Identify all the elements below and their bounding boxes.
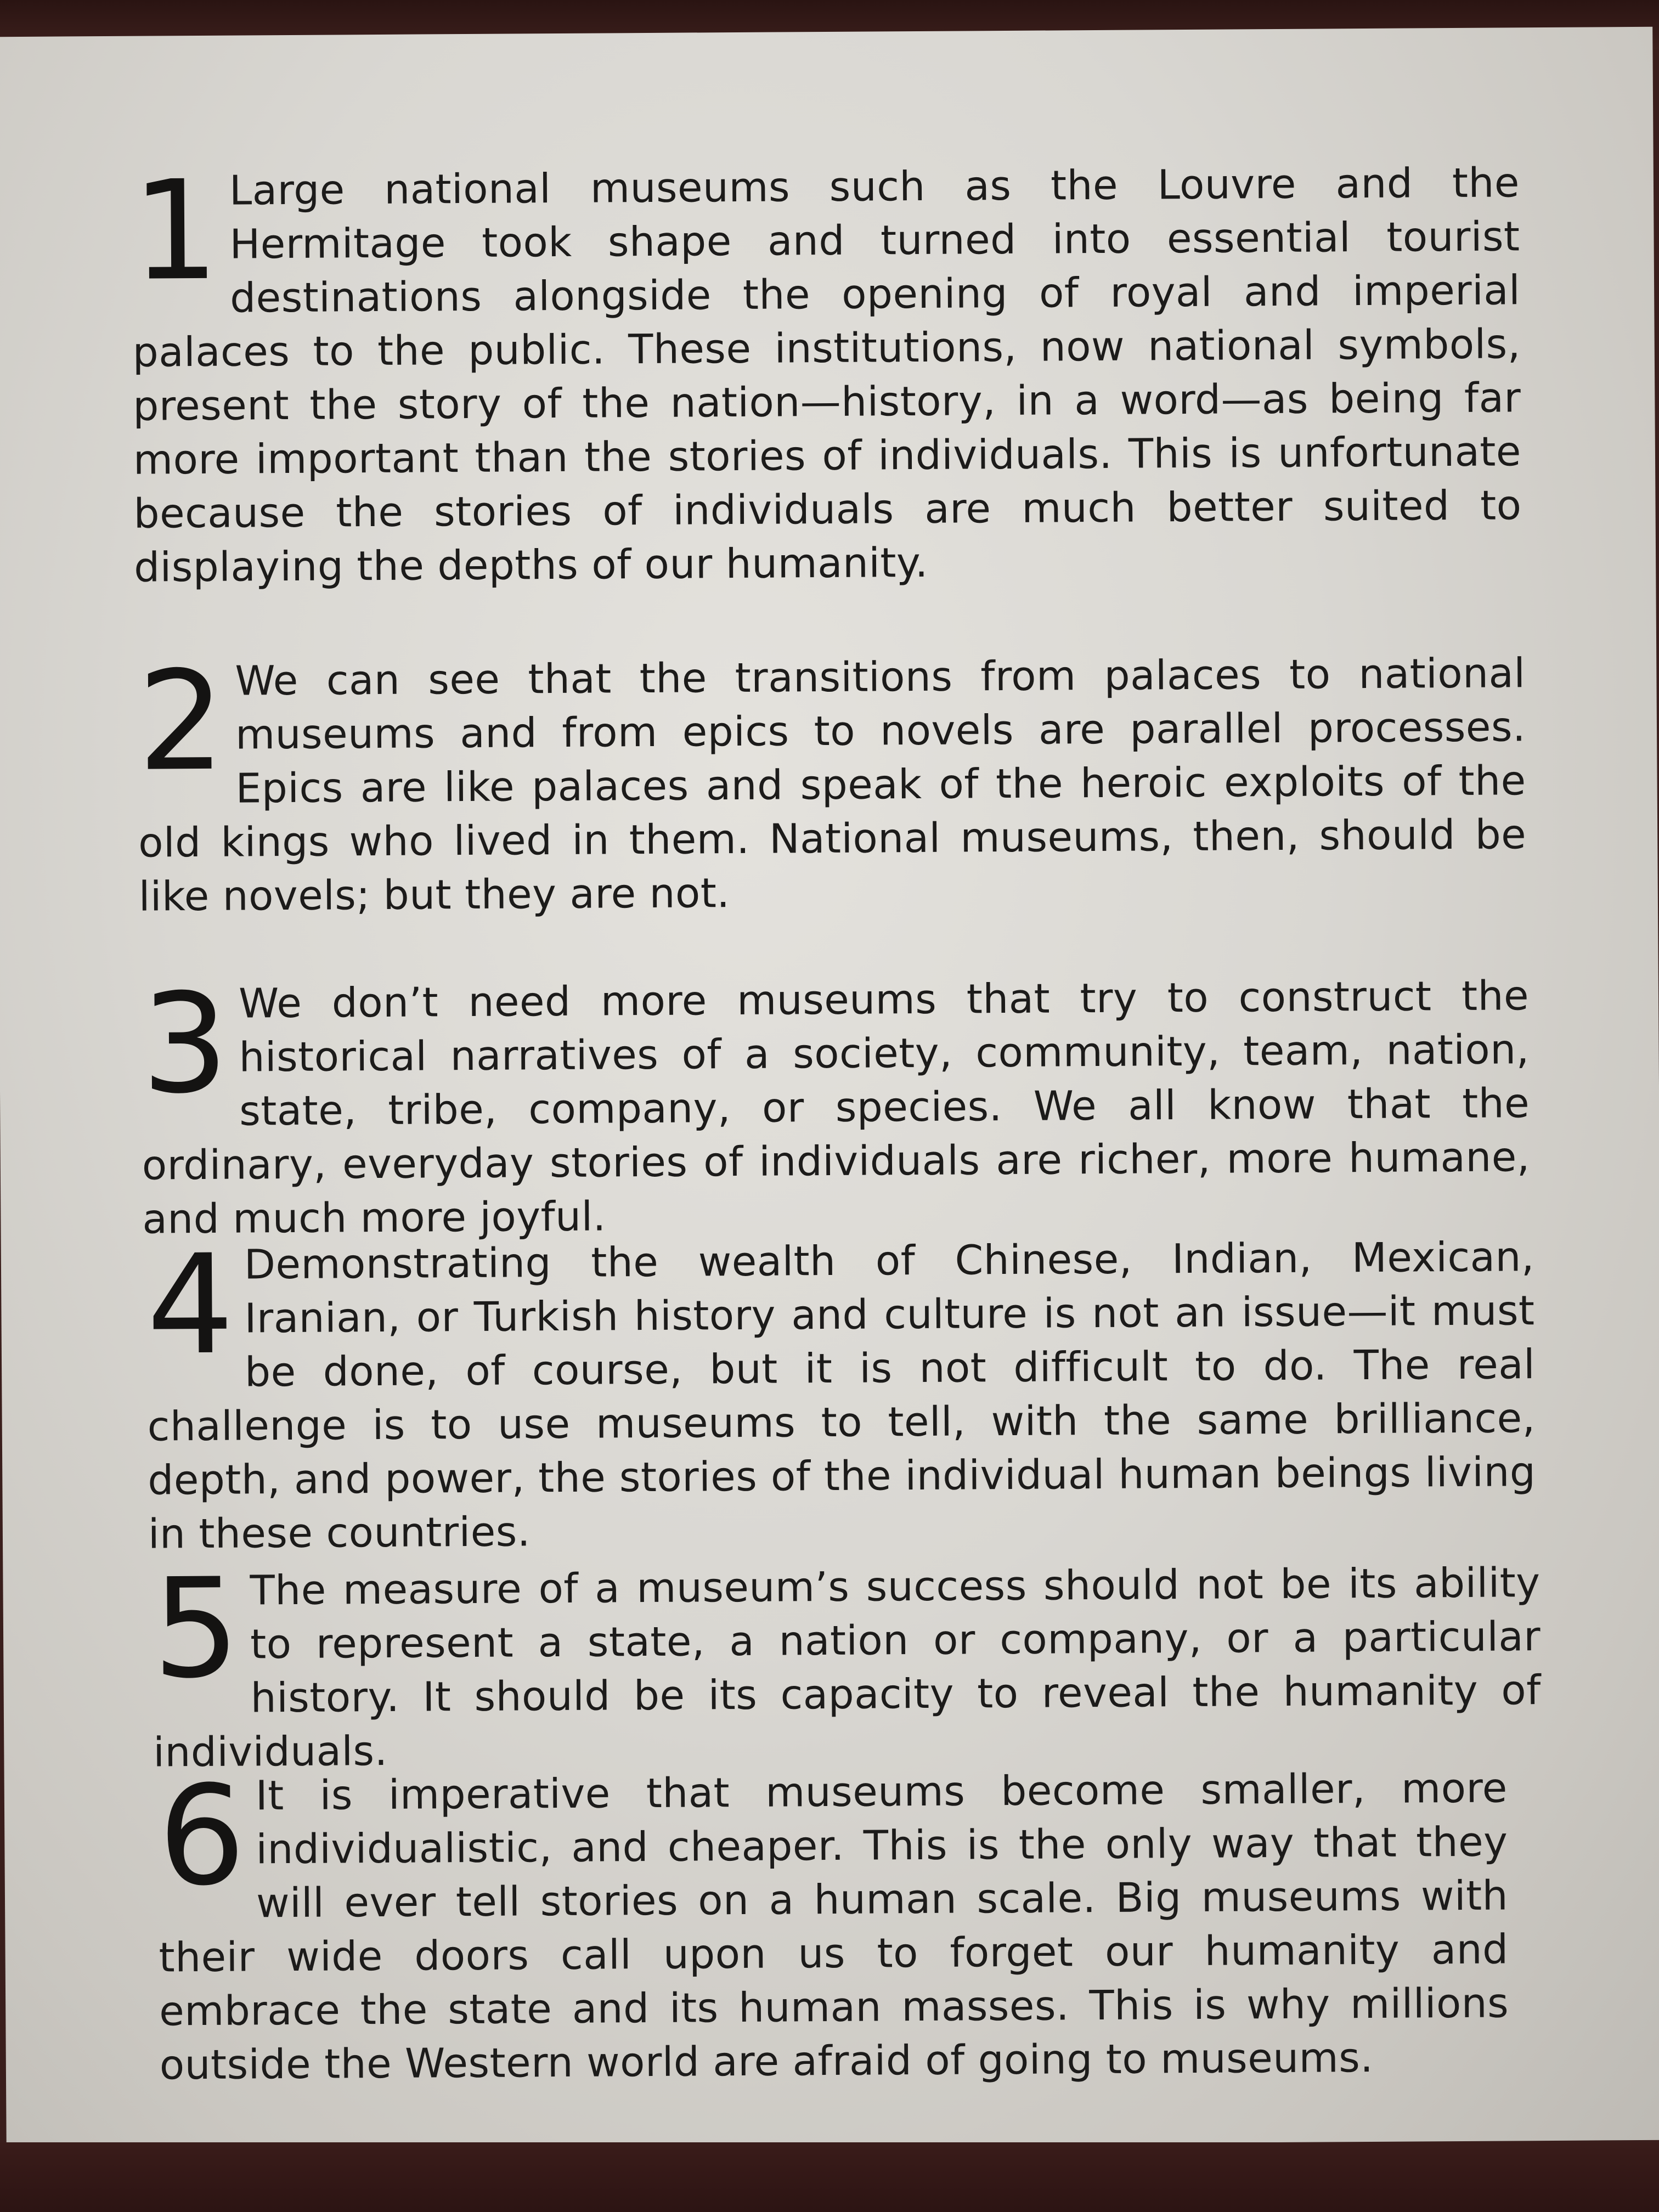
placard-paragraph-4 <box>146 1224 1537 1561</box>
placard-paragraph-3 <box>140 963 1531 1246</box>
paragraph-text-3: We don’t need more museums that try to construct the historical narratives of a society, community, team, nation, state, tribe, company, or species. We all know that the ordinary, everyday stories of individuals are richer, more humane, and much more joyful. <box>142 972 1531 1243</box>
placard-paragraph-2 <box>137 641 1527 923</box>
paragraph-number-5: 5 <box>152 1548 241 1709</box>
paragraph-number-1: 1 <box>131 150 220 311</box>
paragraph-number-4: 4 <box>146 1224 235 1385</box>
placard-paragraph-5 <box>152 1548 1541 1779</box>
wall-frame-bottom <box>0 2142 1659 2212</box>
paragraph-number-2: 2 <box>137 641 226 802</box>
placard-paragraph-1 <box>131 150 1522 594</box>
paragraph-number-3: 3 <box>140 963 229 1124</box>
paragraph-text-6: It is imperative that museums become smaller, more individualistic, and cheaper. This is the only way that they will ever tell stories on a human scale. Big museums with their wide doors call upon us to forget our humanity and embrace the state and its human masses. This is why millions outside the Western world are afraid of going to museums. <box>159 1764 1509 2089</box>
paragraph-number-6: 6 <box>157 1756 246 1916</box>
paragraph-text-1: Large national museums such as the Louvre and the Hermitage took shape and turned into essential tourist destinations alongside the opening of royal and imperial palaces to the public. These institutions, now national symbols, present the story of the nation—history, in a word—as being far more important than the stories of individuals. This is unfortunate because the stories of individuals are much better suited to displaying the depths of our humanity. <box>132 159 1522 591</box>
paragraph-text-2: We can see that the transitions from palaces to national museums and from epics to novels are parallel processes. Epics are like palaces and speak of the heroic exploits of the old kings who lived in them. National museums, then, should be like novels; but they are not. <box>138 650 1527 921</box>
paragraph-text-5: The measure of a museum’s success should not be its ability to represent a state, a nation or company, or a particular history. It should be its capacity to reveal the humanity of individuals. <box>153 1559 1541 1776</box>
museum-placard <box>0 27 1659 2150</box>
placard-paragraph-6 <box>157 1756 1510 2092</box>
paragraph-text-4: Demonstrating the wealth of Chinese, Indian, Mexican, Iranian, or Turkish history and culture is not an issue—it must be done, of course, but it is not difficult to do. The real challenge is to use museums to tell, with the same brilliance, depth, and power, the stories of the individual human beings living in these countries. <box>147 1233 1536 1558</box>
